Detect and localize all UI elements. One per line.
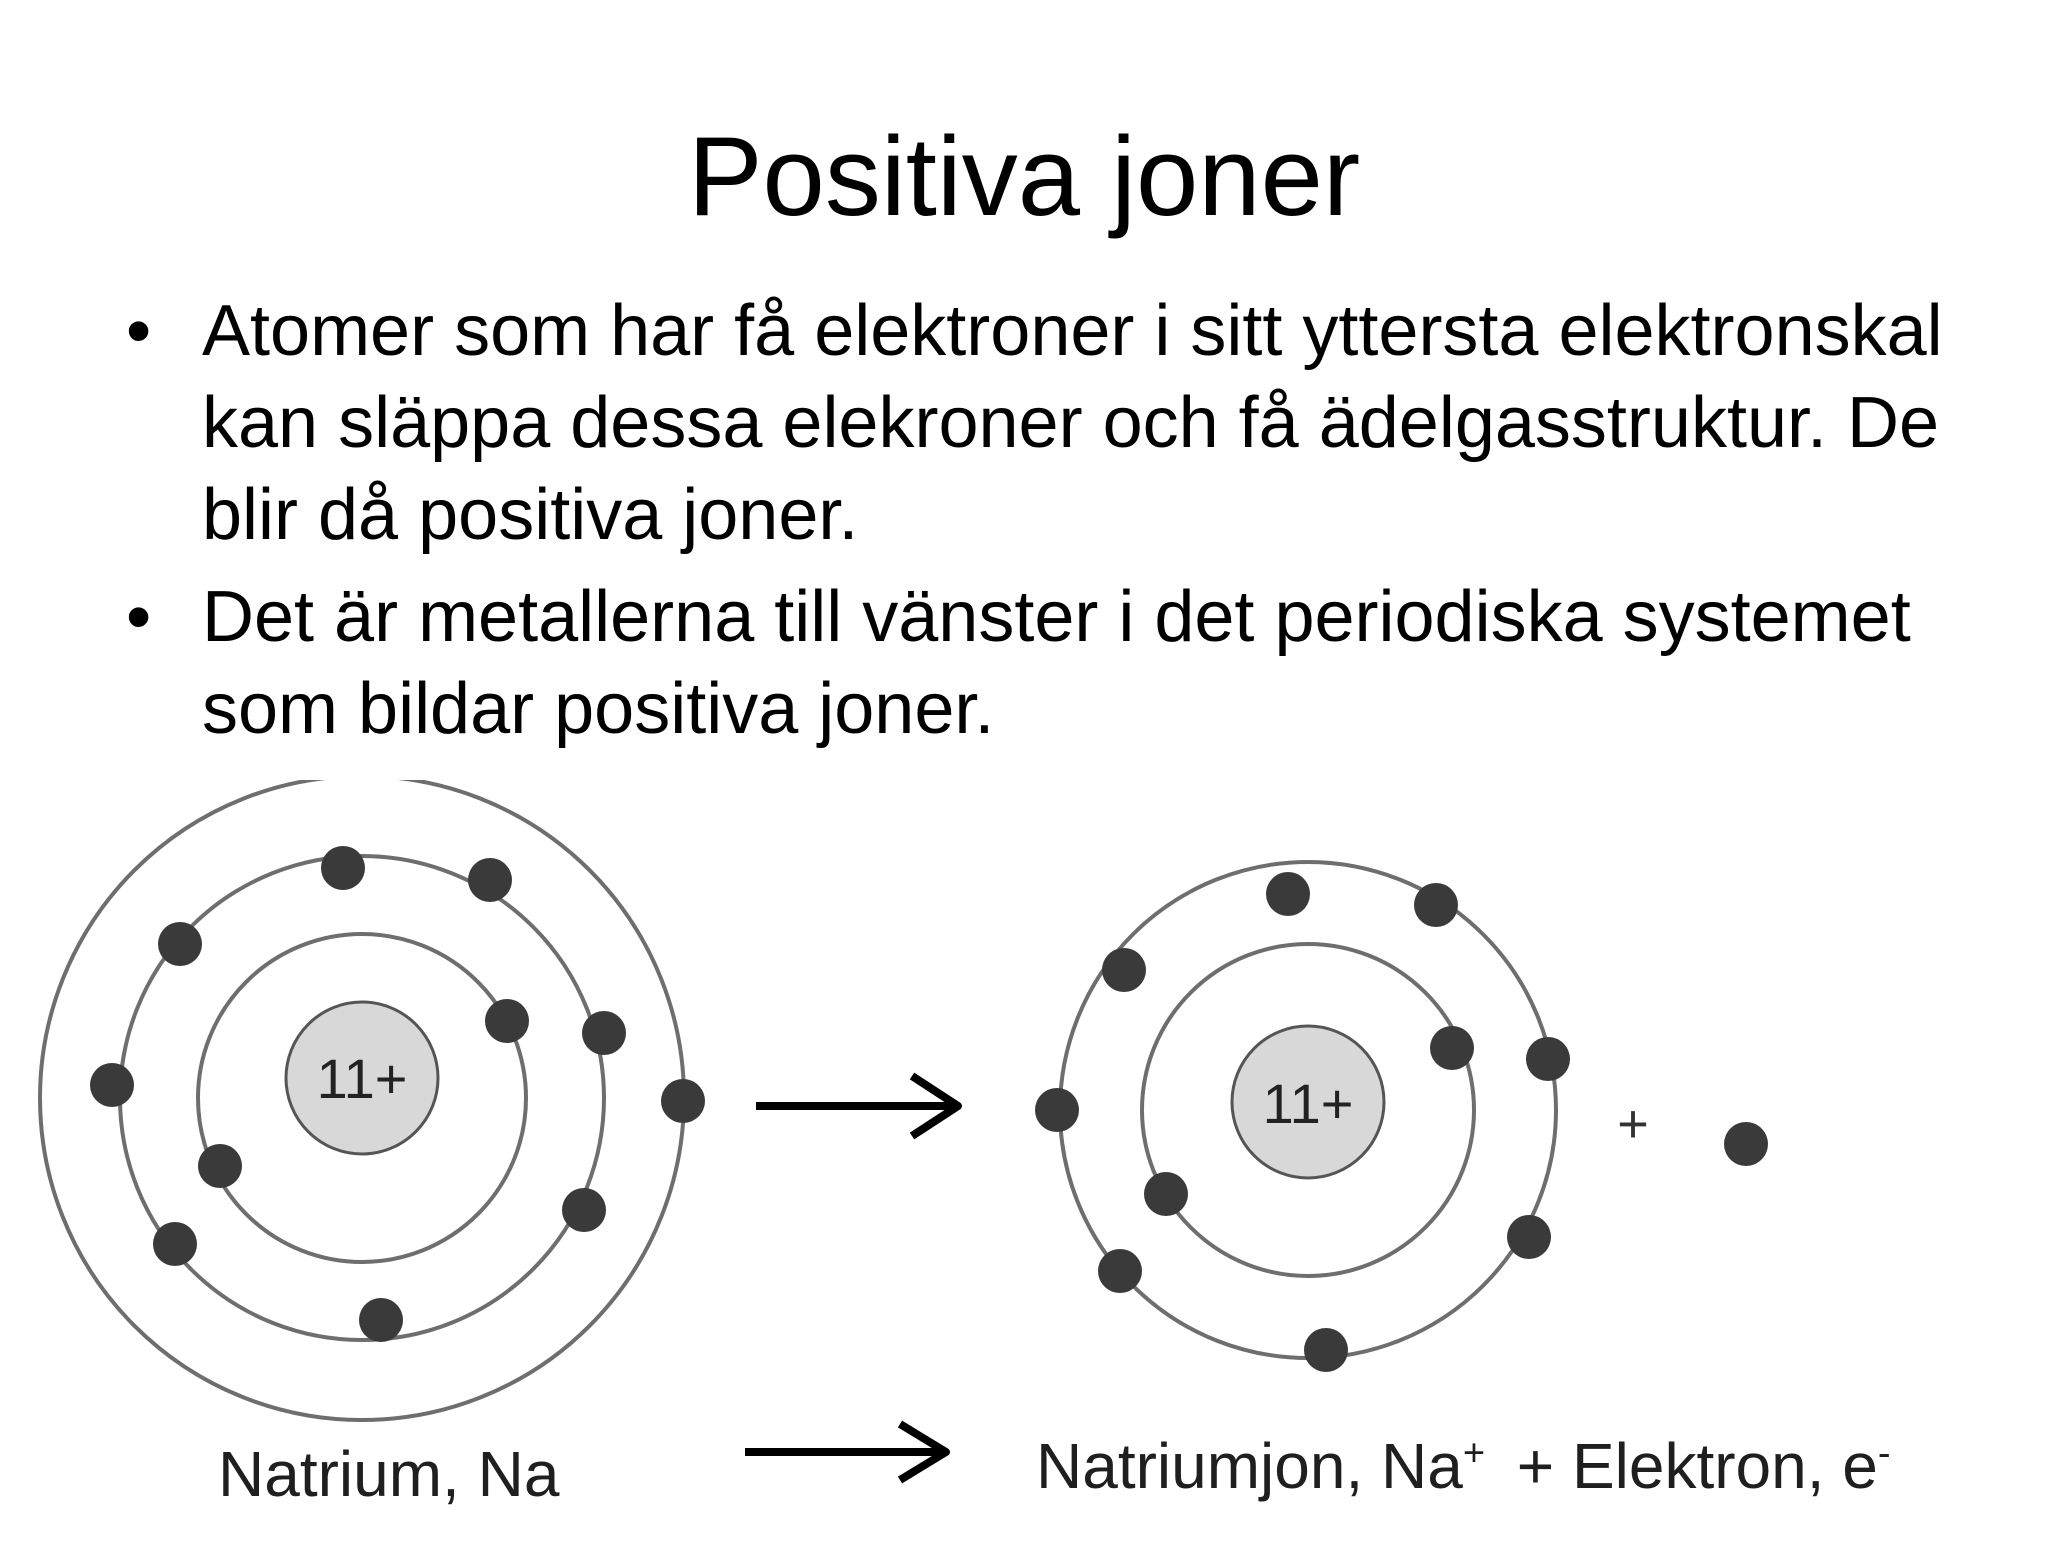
electron (198, 1144, 242, 1188)
atom-diagram-svg (0, 780, 2048, 1536)
slide-title: Positiva joner (687, 114, 1361, 239)
sodium-ion (1035, 862, 1570, 1372)
electron (562, 1188, 606, 1232)
atom-caption-text: Natrium, Na (218, 1438, 560, 1510)
electron (582, 1011, 626, 1055)
electron (1507, 1215, 1551, 1259)
electron (1144, 1172, 1188, 1216)
ion-charge: + (1462, 1432, 1486, 1475)
bullet-item (118, 571, 1998, 755)
ion-caption-text: Natriumjon, Na (1036, 1430, 1463, 1502)
bullet-item (118, 285, 1998, 561)
electron (1035, 1088, 1079, 1132)
electron (359, 1298, 403, 1342)
bullet-text: Atomer som har få elektroner i sitt yttersta elektronskal kan släppa dessa elekroner och få ädelgasstruktur. De blir då positiva joner. (202, 291, 1943, 555)
electron (1098, 1249, 1142, 1293)
ion-caption (1036, 1428, 1891, 1504)
electron-charge: - (1877, 1432, 1891, 1475)
bullet-list (118, 285, 1998, 765)
bullet-text: Det är metallerna till vänster i det periodiska systemet som bildar positiva joner. (202, 577, 1911, 749)
bullet-icon: • (126, 291, 152, 371)
electron (1430, 1026, 1474, 1070)
reaction-arrow-icon (756, 1076, 958, 1136)
free-electron (1724, 1122, 1768, 1166)
electron (468, 858, 512, 902)
electron (1102, 948, 1146, 992)
atom-caption (218, 1436, 559, 1512)
valence-electron (661, 1079, 705, 1123)
electron (321, 846, 365, 890)
electron (153, 1222, 197, 1266)
electron (1526, 1037, 1570, 1081)
electron (90, 1063, 134, 1107)
electron (485, 999, 529, 1043)
electron (1266, 872, 1310, 916)
plus-sign: + (1617, 1094, 1649, 1154)
electron (1414, 883, 1458, 927)
caption-arrow-icon (745, 1424, 946, 1480)
electron (158, 922, 202, 966)
nucleus-label: 11+ (316, 1047, 408, 1110)
electron-caption-text: + Elektron, e (1516, 1430, 1878, 1502)
sodium-atom (40, 780, 705, 1420)
ionization-diagram (0, 780, 2048, 1536)
bullet-icon: • (126, 577, 152, 657)
electron (1304, 1328, 1348, 1372)
nucleus-label: 11+ (1262, 1072, 1354, 1135)
